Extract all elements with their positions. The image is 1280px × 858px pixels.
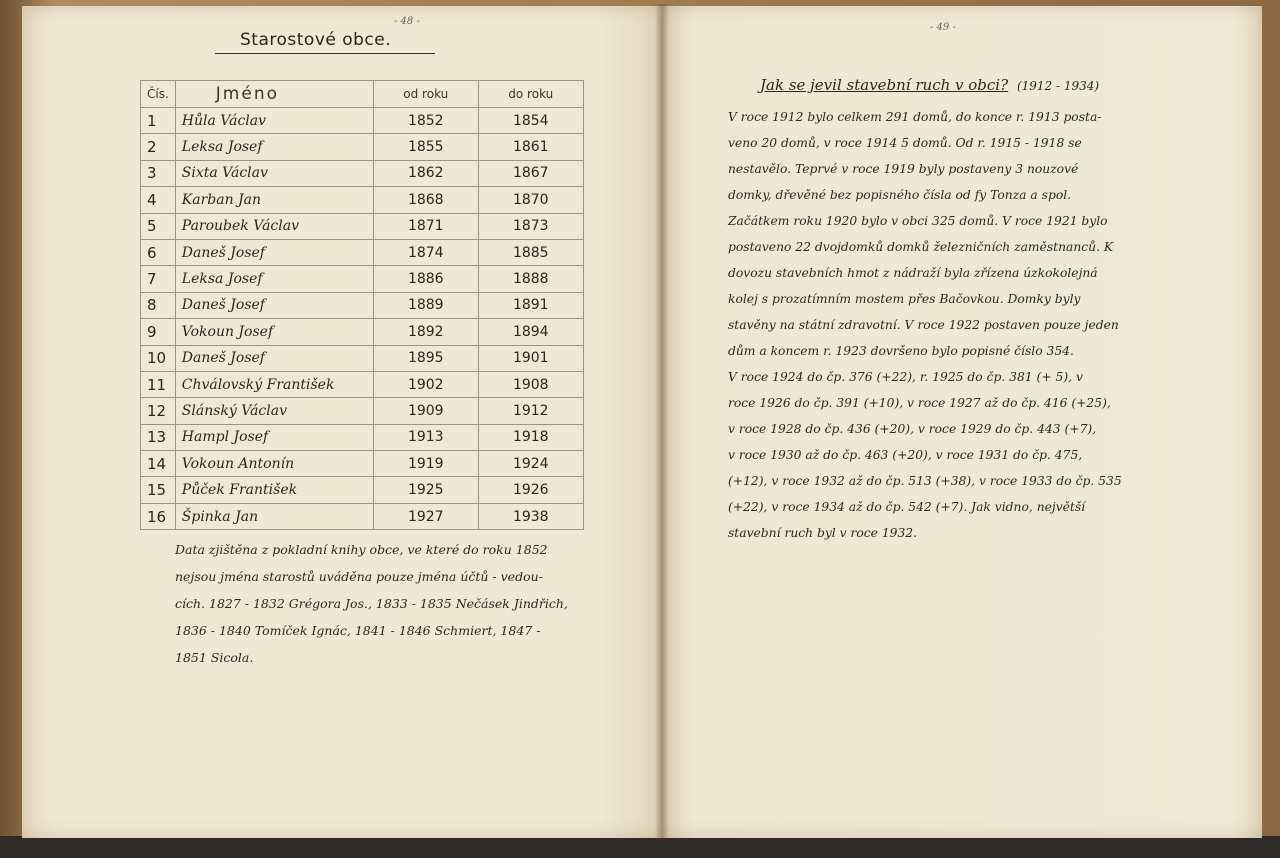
- mayor-name: Sixta Václav: [175, 160, 373, 186]
- table-header-row: [141, 81, 584, 108]
- year-from: 1895: [373, 345, 478, 371]
- header-number: Čís.: [141, 81, 176, 108]
- table-row: [141, 239, 584, 265]
- page-title-right: [760, 76, 1099, 94]
- year-from: 1874: [373, 239, 478, 265]
- year-to: 1926: [478, 477, 583, 503]
- body-text: [728, 104, 1128, 546]
- row-number: 13: [141, 424, 176, 450]
- table-note: [175, 536, 595, 671]
- row-number: 1: [141, 108, 176, 134]
- row-number: 8: [141, 292, 176, 318]
- text-line: nestavělo. Teprvé v roce 1919 byly postaveny 3 nouzové: [728, 162, 1079, 176]
- year-from: 1886: [373, 266, 478, 292]
- mayor-name: Slánský Václav: [175, 398, 373, 424]
- year-from: 1889: [373, 292, 478, 318]
- mayors-table: [140, 80, 584, 530]
- year-to: 1901: [478, 345, 583, 371]
- year-from: 1871: [373, 213, 478, 239]
- year-to: 1861: [478, 134, 583, 160]
- mayor-name: Špinka Jan: [175, 503, 373, 529]
- row-number: 11: [141, 371, 176, 397]
- row-number: 16: [141, 503, 176, 529]
- note-line: 1836 - 1840 Tomíček Ignác, 1841 - 1846 Schmiert, 1847 -: [175, 623, 541, 638]
- right-title-years: (1912 - 1934): [1016, 79, 1100, 93]
- year-from: 1909: [373, 398, 478, 424]
- year-to: 1924: [478, 451, 583, 477]
- table-row: [141, 108, 584, 134]
- row-number: 9: [141, 319, 176, 345]
- table-row: [141, 319, 584, 345]
- year-from: 1855: [373, 134, 478, 160]
- year-to: 1873: [478, 213, 583, 239]
- text-line: roce 1926 do čp. 391 (+10), v roce 1927 až do čp. 416 (+25),: [728, 396, 1111, 410]
- table-row: [141, 187, 584, 213]
- table-row: [141, 266, 584, 292]
- note-line: Data zjištěna z pokladní knihy obce, ve které do roku 1852: [175, 542, 548, 557]
- note-line: 1851 Sicola.: [175, 650, 254, 665]
- text-line: V roce 1912 bylo celkem 291 domů, do konce r. 1913 posta-: [728, 110, 1102, 124]
- text-line: postaveno 22 dvojdomků domků železničních zaměstnanců. K: [728, 240, 1114, 254]
- text-line: (+22), v roce 1934 až do čp. 542 (+7). Jak vidno, největší: [728, 500, 1086, 514]
- table-row: [141, 371, 584, 397]
- background-table: [0, 836, 1280, 858]
- text-line: stavební ruch byl v roce 1932.: [728, 526, 918, 540]
- row-number: 4: [141, 187, 176, 213]
- text-line: kolej s prozatímním mostem přes Bačovkou. Domky byly: [728, 292, 1081, 306]
- table-row: [141, 134, 584, 160]
- mayor-name: Daneš Josef: [175, 292, 373, 318]
- row-number: 14: [141, 451, 176, 477]
- text-line: veno 20 domů, v roce 1914 5 domů. Od r. 1915 - 1918 se: [728, 136, 1082, 150]
- table-body: [141, 108, 584, 530]
- table-row: [141, 160, 584, 186]
- year-from: 1925: [373, 477, 478, 503]
- year-to: 1912: [478, 398, 583, 424]
- year-to: 1867: [478, 160, 583, 186]
- mayor-name: Vokoun Josef: [175, 319, 373, 345]
- note-line: nejsou jména starostů uváděna pouze jména účtů - vedou-: [175, 569, 543, 584]
- year-to: 1908: [478, 371, 583, 397]
- header-name: Jméno: [175, 81, 373, 108]
- year-from: 1892: [373, 319, 478, 345]
- year-from: 1927: [373, 503, 478, 529]
- text-line: V roce 1924 do čp. 376 (+22), r. 1925 do čp. 381 (+ 5), v: [728, 370, 1083, 384]
- mayor-name: Leksa Josef: [175, 266, 373, 292]
- note-line: cích. 1827 - 1832 Grégora Jos., 1833 - 1835 Nečásek Jindřich,: [175, 596, 568, 611]
- year-to: 1885: [478, 239, 583, 265]
- row-number: 2: [141, 134, 176, 160]
- year-to: 1938: [478, 503, 583, 529]
- mayor-name: Půček František: [175, 477, 373, 503]
- mayor-name: Hampl Josef: [175, 424, 373, 450]
- mayor-name: Vokoun Antonín: [175, 451, 373, 477]
- year-to: 1891: [478, 292, 583, 318]
- year-from: 1913: [373, 424, 478, 450]
- book-spine: [655, 4, 669, 840]
- row-number: 10: [141, 345, 176, 371]
- year-to: 1888: [478, 266, 583, 292]
- table-row: [141, 292, 584, 318]
- mayor-name: Daneš Josef: [175, 239, 373, 265]
- mayor-name: Chválovský František: [175, 371, 373, 397]
- text-line: dům a koncem r. 1923 dovršeno bylo popisné číslo 354.: [728, 344, 1074, 358]
- row-number: 3: [141, 160, 176, 186]
- table-row: [141, 503, 584, 529]
- table-row: [141, 477, 584, 503]
- page-number-left: - 48 -: [394, 16, 420, 27]
- header-from: od roku: [373, 81, 478, 108]
- text-line: Začátkem roku 1920 bylo v obci 325 domů. V roce 1921 bylo: [728, 214, 1108, 228]
- table-row: [141, 398, 584, 424]
- mayor-name: Paroubek Václav: [175, 213, 373, 239]
- page-title-left: Starostové obce.: [240, 30, 392, 50]
- row-number: 12: [141, 398, 176, 424]
- header-to: do roku: [478, 81, 583, 108]
- text-line: domky, dřevěné bez popisného čísla od fy Tonza a spol.: [728, 188, 1072, 202]
- mayor-name: Daneš Josef: [175, 345, 373, 371]
- year-to: 1918: [478, 424, 583, 450]
- year-from: 1852: [373, 108, 478, 134]
- row-number: 15: [141, 477, 176, 503]
- table-row: [141, 451, 584, 477]
- row-number: 6: [141, 239, 176, 265]
- right-title-text: Jak se jevil stavební ruch v obci?: [760, 76, 1009, 94]
- text-line: stavěny na státní zdravotní. V roce 1922 postaven pouze jeden: [728, 318, 1119, 332]
- year-from: 1862: [373, 160, 478, 186]
- year-from: 1902: [373, 371, 478, 397]
- table-row: [141, 345, 584, 371]
- year-to: 1894: [478, 319, 583, 345]
- year-from: 1919: [373, 451, 478, 477]
- page-number-right: - 49 -: [930, 22, 956, 33]
- table-row: [141, 424, 584, 450]
- text-line: v roce 1928 do čp. 436 (+20), v roce 1929 do čp. 443 (+7),: [728, 422, 1097, 436]
- text-line: (+12), v roce 1932 až do čp. 513 (+38), v roce 1933 do čp. 535: [728, 474, 1122, 488]
- mayor-name: Karban Jan: [175, 187, 373, 213]
- year-to: 1854: [478, 108, 583, 134]
- mayor-name: Leksa Josef: [175, 134, 373, 160]
- table-row: [141, 213, 584, 239]
- text-line: v roce 1930 až do čp. 463 (+20), v roce 1931 do čp. 475,: [728, 448, 1083, 462]
- year-to: 1870: [478, 187, 583, 213]
- mayor-name: Hůla Václav: [175, 108, 373, 134]
- title-underline: [215, 53, 435, 54]
- text-line: dovozu stavebních hmot z nádraží byla zřízena úzkokolejná: [728, 266, 1098, 280]
- year-from: 1868: [373, 187, 478, 213]
- row-number: 5: [141, 213, 176, 239]
- row-number: 7: [141, 266, 176, 292]
